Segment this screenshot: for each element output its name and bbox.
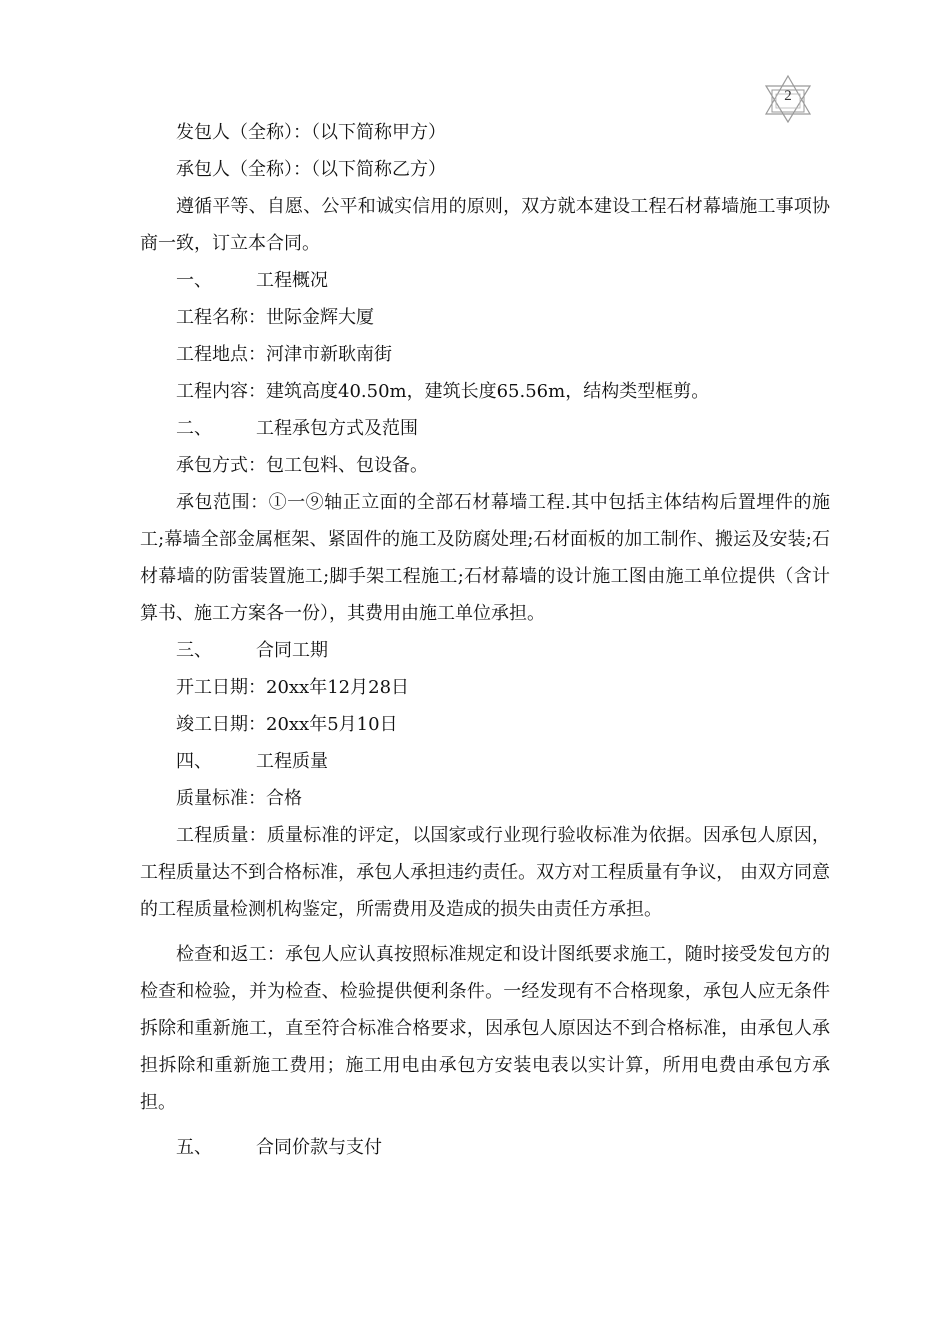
project-content-line: 工程内容：建筑高度40.50m，建筑长度65.56m，结构类型框剪。 (176, 381, 710, 402)
document-body (140, 114, 830, 1166)
quality-paragraph: 工程质量：质量标准的评定，以国家或行业现行验收标准为依据。因承包人原因，工程质量达不到合格标准，承包人承担违约责任。双方对工程质量有争议， 由双方同意的工程质量检测机构鉴定，所需费用及造成的损失由责任方承担。 (140, 825, 830, 920)
project-name-line: 工程名称：世际金辉大厦 (176, 307, 374, 328)
section-number: 一、 (176, 270, 212, 291)
preamble-paragraph: 遵循平等、自愿、公平和诚实信用的原则，双方就本建设工程石材幕墙施工事项协商一致，订立本合同。 (140, 196, 830, 254)
section-number: 五、 (176, 1137, 212, 1158)
quality-standard-line: 质量标准：合格 (176, 788, 302, 809)
section-heading-4 (140, 743, 830, 780)
project-location-line: 工程地点：河津市新耿南街 (176, 344, 392, 365)
section-heading-2 (140, 410, 830, 447)
section-heading-3 (140, 632, 830, 669)
section-number: 四、 (176, 751, 212, 772)
section-heading-1 (140, 262, 830, 299)
section-title: 合同价款与支付 (256, 1137, 382, 1158)
contract-scope-paragraph: 承包范围：①一⑨轴正立面的全部石材幕墙工程.其中包括主体结构后置埋件的施工;幕墙全部金属框架、紧固件的施工及防腐处理;石材面板的加工制作、搬运及安装;石材幕墙的防雷装置施工;脚手架工程施工;石材幕墙的设计施工图由施工单位提供（含计算书、施工方案各一份），其费用由施工单位承担。 (140, 492, 830, 624)
end-date-line: 竣工日期：20xx年5月10日 (176, 714, 398, 735)
inspection-paragraph: 检查和返工：承包人应认真按照标准规定和设计图纸要求施工，随时接受发包方的检查和检验，并为检查、检验提供便利条件。一经发现有不合格现象，承包人应无条件拆除和重新施工，直至符合标准合格要求，因承包人原因达不到合格标准，由承包人承担拆除和重新施工费用；施工用电由承包方安装电表以实计算，所用电费由承包方承担。 (140, 944, 830, 1113)
section-title: 合同工期 (256, 640, 328, 661)
contractor-line: 承包人（全称）：（以下简称乙方） (176, 159, 446, 180)
start-date-line: 开工日期：20xx年12月28日 (176, 677, 410, 698)
page-number: 2 (784, 88, 792, 104)
section-title: 工程承包方式及范围 (256, 418, 418, 439)
contract-mode-line: 承包方式：包工包料、包设备。 (176, 455, 428, 476)
section-heading-5 (140, 1129, 830, 1166)
section-title: 工程质量 (256, 751, 328, 772)
section-number: 三、 (176, 640, 212, 661)
section-number: 二、 (176, 418, 212, 439)
employer-line: 发包人（全称）：（以下简称甲方） (176, 122, 446, 143)
section-title: 工程概况 (256, 270, 328, 291)
